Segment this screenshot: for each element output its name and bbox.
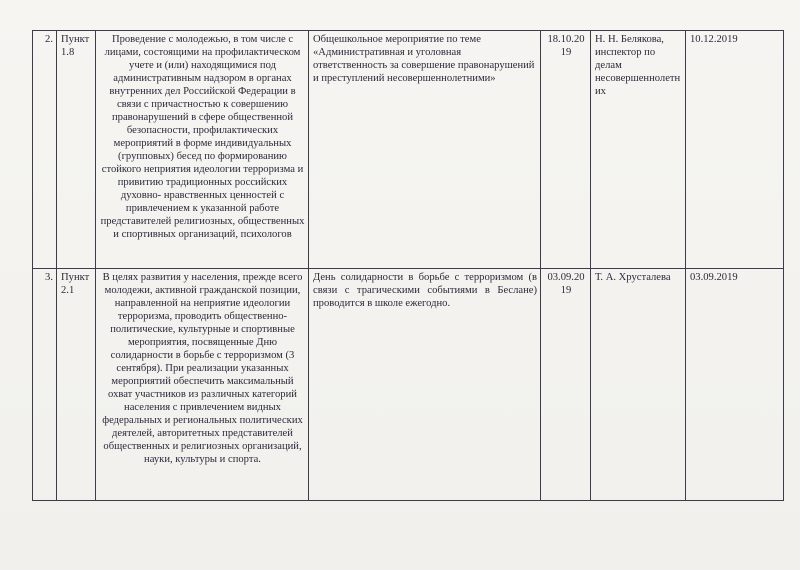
responsible-person: Н. Н. Белякова, инспектор по делам несовершеннолетних <box>591 31 686 269</box>
responsible-person: Т. А. Хрусталева <box>591 269 686 501</box>
activity-description: День солидарности в борьбе с терроризмом (в связи с трагическими событиями в Беслане) проводится в школе ежегодно. <box>309 269 541 501</box>
event-date: 18.10.2019 <box>541 31 591 269</box>
completion-date: 03.09.2019 <box>686 269 784 501</box>
table-row <box>33 31 784 269</box>
event-date: 03.09.2019 <box>541 269 591 501</box>
plan-point: Пункт 2.1 <box>57 269 96 501</box>
row-number: 2. <box>33 31 57 269</box>
row-number: 3. <box>33 269 57 501</box>
plan-table <box>32 30 784 501</box>
table-row <box>33 269 784 501</box>
plan-point: Пункт 1.8 <box>57 31 96 269</box>
completion-date: 10.12.2019 <box>686 31 784 269</box>
activity-description: Общешкольное мероприятие по теме «Административная и уголовная ответственность за совершение правонарушений и преступлений несовершеннолетними» <box>309 31 541 269</box>
event-description: В целях развития у населения, прежде всего молодежи, активной гражданской позиции, направленной на неприятие идеологии терроризма, проводить общественно-политические, культурные и спортивные мероприятия, посвященные Дню солидарности в борьбе с терроризмом (3 сентября). При реализации указанных мероприятий обеспечить максимальный охват участников из различных категорий населения с привлечением видных федеральных и региональных политических деятелей, авторитетных представителей общественных и религиозных организаций, науки, культуры и спорта. <box>96 269 309 501</box>
event-description: Проведение с молодежью, в том числе с лицами, состоящими на профилактическом учете и (или) находящимися под административным надзором в органах внутренних дел Российской Федерации в связи с причастностью к совершению правонарушений в сфере общественной безопасности, профилактических мероприятий в форме индивидуальных (групповых) бесед по формированию стойкого неприятия идеологии терроризма и привитию традиционных российских духовно- нравственных ценностей с привлечением к указанной работе представителей религиозных, общественных и спортивных организаций, психологов <box>96 31 309 269</box>
